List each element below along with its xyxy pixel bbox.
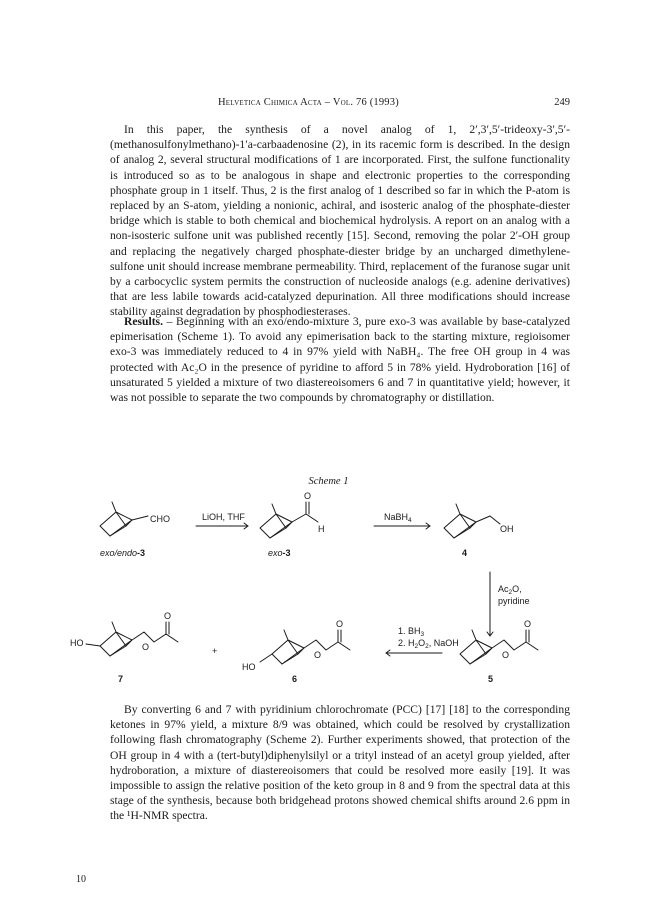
compound-label-5: 5 — [488, 674, 494, 684]
paragraph-results — [110, 314, 570, 405]
compound-7-structure — [86, 622, 178, 656]
compound-label-7: 7 — [118, 674, 124, 684]
label-ester-o-7: O — [142, 642, 150, 652]
label-cho: CHO — [150, 514, 170, 524]
reagent-ac2o: $Ac_2O$, — [498, 584, 522, 596]
compound-label-exo-3: exo-3 — [268, 548, 291, 558]
paragraph-intro: In this paper, the synthesis of a novel analog of 1, 2′,3′,5′-trideoxy-3′,5′-(methanosulfonylmethano)-1′a-carbaadenosine (2), in its racemic form is described. In the design of analog 2, several structural modifications of 1 are incorporated. First, the sulfone functionality is introduced so as to be analogous in shape and electronic properties to the corresponding phosphate group in 1 itself. Thus, 2 is the first analog of 1 described so far in which the P-atom is replaced by an S-atom, yielding a nonionic, achiral, and isosteric analog of the phosphate-diester bridge which is stable to both chemical and biochemical hydrolysis. A report on an analog with a non-isosteric sulfone unit was published recently [15]. Second, removing the polar 2′-OH group and replacing the negatively charged phosphate-diester bridge by an uncharged dimethylene-sulfone unit should increase membrane permeability. Third, replacement of the furanose sugar unit by a carbocyclic system permits the construction of nucleoside analogs (e.g. adenine derivatives) that are less labile towards acid-catalyzed depurination. All three modifications should increase stability against degradation by phosphodiesterases. — [110, 123, 570, 319]
compound-exo-endo-3-structure — [100, 502, 148, 536]
results-heading: Results. — [124, 315, 163, 328]
scheme-title: Scheme 1 — [308, 476, 349, 487]
label-oxygen-6: O — [336, 619, 344, 629]
label-ho-7: HO — [70, 638, 84, 648]
reagent-pyridine: pyridine — [498, 596, 530, 606]
label-ho-6: HO — [242, 662, 256, 672]
scheme-1-diagram — [0, 486, 657, 686]
label-oxygen-5: O — [524, 619, 532, 629]
compound-exo-3-structure — [260, 502, 318, 538]
label-oh-4: OH — [500, 524, 514, 534]
reagent-bh3: 1. $BH_3$ — [398, 626, 425, 638]
reagent-nabh4: NaBH$_4$ — [384, 512, 412, 524]
results-text: – Beginning with an exo/endo-mixture 3, pure exo-3 was available by base-catalyzed epimerisation (Scheme 1). To avoid any epimerisation back to the starting mixture, regioisomer exo-3 was immediately reduced to 4 in 97% yield with NaBH₄. The free OH group in 4 was protected with Ac₂O in the presence of pyridine to afford 5 in 78% yield. Hydroboration [16] of unsaturated 5 yielded a mixture of two diastereoisomers 6 and 7 in quantitative yield; however, it was not possible to separate the two compounds by chromatography or distillation. — [110, 315, 570, 405]
label-h-exo3: H — [318, 524, 325, 534]
compound-label-exo-endo-3: exo/endo-3 — [100, 548, 146, 558]
compound-label-4: 4 — [462, 548, 468, 558]
paragraph-conversion: By converting 6 and 7 with pyridinium chlorochromate (PCC) [17] [18] to the corresponding ketones in 97% yield, a mixture 8/9 was obtained, which could be resolved by crystallization following flash chromatography (Scheme 2). Further experiments showed, that protection of the OH group in 4 with a (tert-butyl)diphenylsilyl or a trityl instead of an acetyl group yielded, after hydroboration, a mixture of diastereoisomers that could be resolved more easily [19]. It was impossible to assign the relative position of the keto group in 8 and 9 from the spectral data at this stage of the synthesis, because both bridgehead protons showed chemical shifts around 2.6 ppm in the ¹H-NMR spectra. — [110, 703, 570, 823]
journal-title: Helvetica Chimica Acta – Vol. 76 (1993) — [218, 97, 399, 108]
compound-5-structure — [460, 630, 538, 664]
label-ester-o-5: O — [502, 650, 510, 660]
label-ester-o-6: O — [314, 650, 322, 660]
plus-sign: + — [212, 646, 218, 656]
compound-label-6: 6 — [292, 674, 298, 684]
compound-6-structure — [260, 630, 350, 664]
footer-number: 10 — [76, 874, 86, 885]
reagent-h2o2-naoh: 2. $H_2O_2$, NaOH — [398, 638, 459, 650]
compound-4-structure — [444, 504, 500, 538]
reagent-lioh-thf: LiOH, THF — [202, 512, 245, 522]
label-oxygen-7: O — [164, 611, 172, 621]
label-oxygen-exo3: O — [304, 491, 312, 501]
page-number: 249 — [554, 97, 570, 108]
